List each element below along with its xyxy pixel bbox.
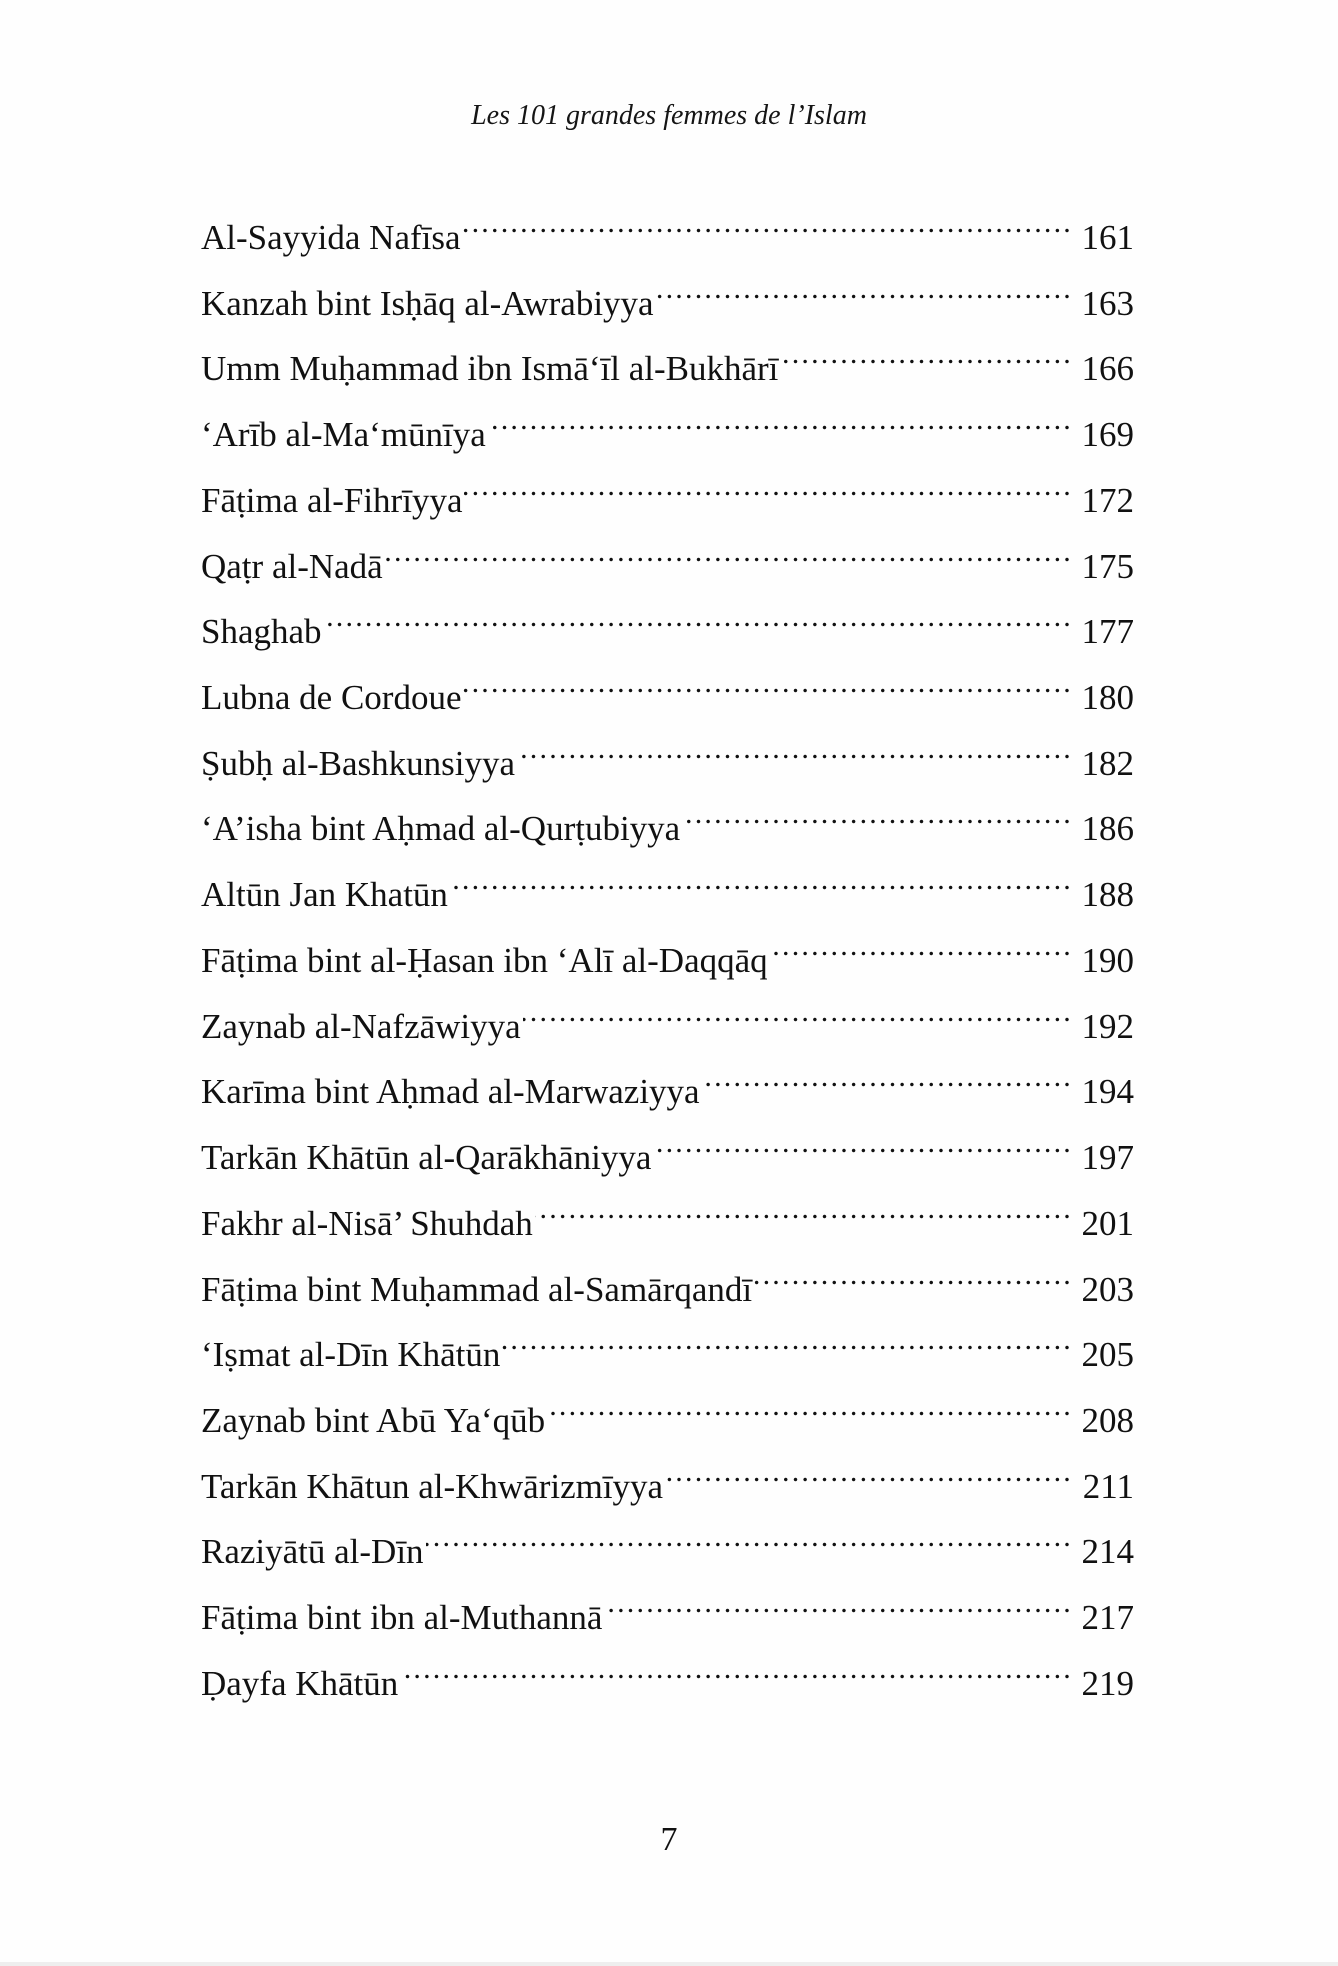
dot-leader — [450, 854, 1073, 906]
toc-entry[interactable] — [201, 1183, 1134, 1249]
toc-entry-title: Al-Sayyida Nafīsa — [201, 218, 461, 257]
toc-entry-page: 214 — [1081, 1532, 1134, 1572]
toc-entry-title: Zaynab al-Nafzāwiyya — [201, 1006, 521, 1046]
toc-entry[interactable] — [201, 197, 1134, 263]
toc-entry-title: Fāṭima bint Muḥammad al-Samārqandī — [201, 1269, 753, 1309]
toc-entry[interactable] — [201, 657, 1134, 723]
toc-entry[interactable] — [201, 1643, 1134, 1709]
dot-leader — [702, 1051, 1073, 1103]
dot-leader — [682, 788, 1073, 840]
toc-entry-page: 172 — [1081, 480, 1134, 520]
toc-entry-page: 205 — [1081, 1335, 1134, 1375]
toc-entry-title: Ṣubḥ al-Bashkunsiyya — [201, 743, 516, 783]
toc-entry-title: ‘A’isha bint Aḥmad al-Qurṭubiyya — [201, 809, 681, 849]
toc-entry[interactable] — [201, 854, 1134, 920]
toc-entry-title: Shaghab — [201, 612, 322, 652]
toc-entry-page: 190 — [1081, 940, 1134, 980]
toc-entry-title: Tarkān Khātūn al-Qarākhāniyya — [201, 1138, 652, 1178]
toc-entry-page: 166 — [1081, 349, 1134, 389]
toc-entry[interactable] — [201, 1511, 1134, 1577]
toc-entry-title: Tarkān Khātun al-Khwārizmīyya — [201, 1466, 664, 1506]
toc-entry-page: 188 — [1081, 875, 1134, 915]
toc-entry[interactable] — [201, 591, 1134, 657]
dot-leader — [463, 197, 1073, 249]
toc-entry[interactable] — [201, 328, 1134, 394]
toc-entry-title: Zaynab bint Abū Ya‘qūb — [201, 1400, 546, 1440]
toc-entry-page: 211 — [1082, 1466, 1134, 1506]
toc-entry-title: Ḍayfa Khātūn — [201, 1663, 399, 1703]
toc-entry-page: 194 — [1081, 1072, 1134, 1112]
toc-entry[interactable] — [201, 394, 1134, 460]
dot-leader — [754, 1249, 1073, 1301]
toc-entry-page: 203 — [1081, 1269, 1134, 1309]
dot-leader — [780, 328, 1073, 380]
dot-leader — [604, 1577, 1073, 1629]
dot-leader — [488, 394, 1073, 446]
toc-entry[interactable] — [201, 1446, 1134, 1512]
toc-entry[interactable] — [201, 920, 1134, 986]
toc-entry-title: Karīma bint Aḥmad al-Marwaziyya — [201, 1072, 700, 1112]
dot-leader — [463, 657, 1073, 709]
dot-leader — [653, 1117, 1073, 1169]
toc-entry-page: 180 — [1081, 678, 1134, 718]
dot-leader — [464, 460, 1073, 512]
dot-leader — [656, 263, 1073, 315]
toc-entry[interactable] — [201, 723, 1134, 789]
toc-entry-page: 201 — [1081, 1203, 1134, 1243]
dot-leader — [665, 1446, 1073, 1498]
toc-entry-page: 177 — [1081, 612, 1134, 652]
dot-leader — [517, 723, 1073, 775]
toc-entry[interactable] — [201, 788, 1134, 854]
toc-entry-title: Fāṭima bint al-Ḥasan ibn ‘Alī al-Daqqāq — [201, 940, 768, 980]
toc-entry-page: 186 — [1081, 809, 1134, 849]
toc-entry-title: Altūn Jan Khatūn — [201, 875, 448, 915]
toc-entry-page: 192 — [1081, 1006, 1134, 1046]
dot-leader — [502, 1314, 1073, 1366]
toc-entry-title: ‘Iṣmat al-Dīn Khātūn — [201, 1335, 501, 1375]
toc-entry-title: Umm Muḥammad ibn Ismā‘īl al-Bukhārī — [201, 349, 779, 389]
viewer-bottom-edge — [0, 1962, 1338, 1966]
toc-entry[interactable] — [201, 1314, 1134, 1380]
page-number: 7 — [660, 1821, 678, 1858]
dot-leader — [400, 1643, 1073, 1695]
dot-leader — [547, 1380, 1073, 1432]
toc-entry-title: ‘Arīb al-Ma‘mūnīya — [201, 415, 486, 455]
dot-leader — [770, 920, 1073, 972]
toc-entry[interactable] — [201, 1380, 1134, 1446]
toc-entry-title: Fāṭima al-Fihrīyya — [201, 480, 463, 520]
toc-entry-page: 175 — [1081, 546, 1134, 586]
toc-entry[interactable] — [201, 263, 1134, 329]
toc-entry-page: 161 — [1081, 218, 1134, 257]
dot-leader — [426, 1511, 1073, 1563]
toc-entry[interactable] — [201, 986, 1134, 1052]
toc-entry-page: 163 — [1081, 283, 1134, 323]
running-header: Les 101 grandes femmes de l’Islam — [471, 100, 867, 131]
toc-entry[interactable] — [201, 460, 1134, 526]
toc-entry[interactable] — [201, 1051, 1134, 1117]
toc-entry-title: Fakhr al-Nisā’ Shuhdah — [201, 1203, 533, 1243]
table-of-contents — [201, 197, 1134, 1709]
dot-leader — [324, 591, 1073, 643]
toc-entry-title: Raziyātū al-Dīn — [201, 1532, 424, 1572]
toc-entry-page: 182 — [1081, 743, 1134, 783]
dot-leader — [385, 526, 1073, 578]
toc-entry-page: 219 — [1081, 1663, 1134, 1703]
toc-entry-page: 169 — [1081, 415, 1134, 455]
toc-entry[interactable] — [201, 1249, 1134, 1315]
toc-entry[interactable] — [201, 1577, 1134, 1643]
toc-entry-title: Fāṭima bint ibn al-Muthannā — [201, 1598, 603, 1638]
toc-entry-title: Qaṭr al-Nadā — [201, 546, 383, 586]
toc-entry[interactable] — [201, 1117, 1134, 1183]
toc-entry-page: 217 — [1081, 1598, 1134, 1638]
toc-entry-page: 208 — [1081, 1400, 1134, 1440]
dot-leader — [523, 986, 1073, 1038]
toc-entry-title: Lubna de Cordoue — [201, 678, 462, 718]
toc-entry[interactable] — [201, 526, 1134, 592]
dot-leader — [535, 1183, 1073, 1235]
toc-entry-page: 197 — [1081, 1138, 1134, 1178]
toc-entry-title: Kanzah bint Isḥāq al-Awrabiyya — [201, 283, 654, 323]
